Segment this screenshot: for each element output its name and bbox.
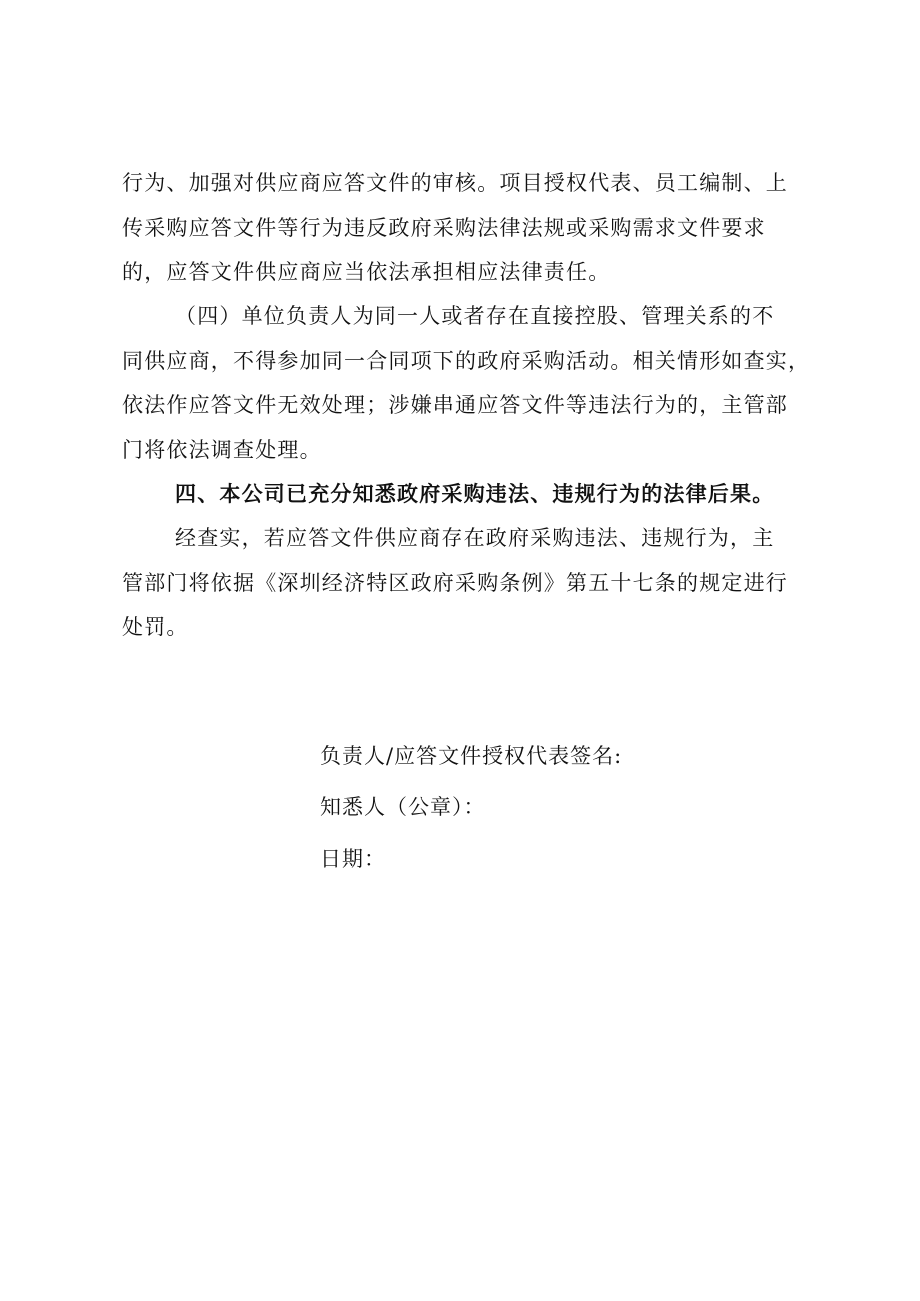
text-line: 经查实，若应答文件供应商存在政府采购违法、违规行为，主	[175, 526, 775, 550]
text-line: 同供应商，不得参加同一合同项下的政府采购活动。相关情形如查实，	[122, 348, 811, 373]
paragraph-consequences	[122, 516, 808, 650]
text-line: 的，应答文件供应商应当依法承担相应法律责任。	[122, 260, 611, 284]
signature-seal-label: 知悉人（公章）：	[320, 795, 486, 819]
heading-text: 四、本公司已充分知悉政府采购违法、违规行为的法律后果。	[175, 481, 775, 506]
signature-date-label: 日期：	[320, 847, 386, 871]
text-line: 处罚。	[122, 615, 189, 639]
signature-representative-label: 负责人/应答文件授权代表签名:	[320, 744, 623, 768]
paragraph-legal-responsibility	[122, 161, 808, 295]
text-line: （四）单位负责人为同一人或者存在直接控股、管理关系的不	[175, 304, 775, 328]
text-line: 门将依法调查处理。	[122, 437, 322, 462]
paragraph-item-four	[122, 294, 811, 472]
text-line: 依法作应答文件无效处理；涉嫌串通应答文件等违法行为的，主管部	[122, 393, 788, 417]
text-line: 行为、加强对供应商应答文件的审核。项目授权代表、员工编制、上	[122, 171, 788, 195]
section-heading-four	[122, 472, 808, 517]
text-line: 传采购应答文件等行为违反政府采购法律法规或采购需求文件要求	[122, 215, 766, 240]
text-line: 管部门将依据《深圳经济特区政府采购条例》第五十七条的规定进行	[122, 570, 788, 595]
